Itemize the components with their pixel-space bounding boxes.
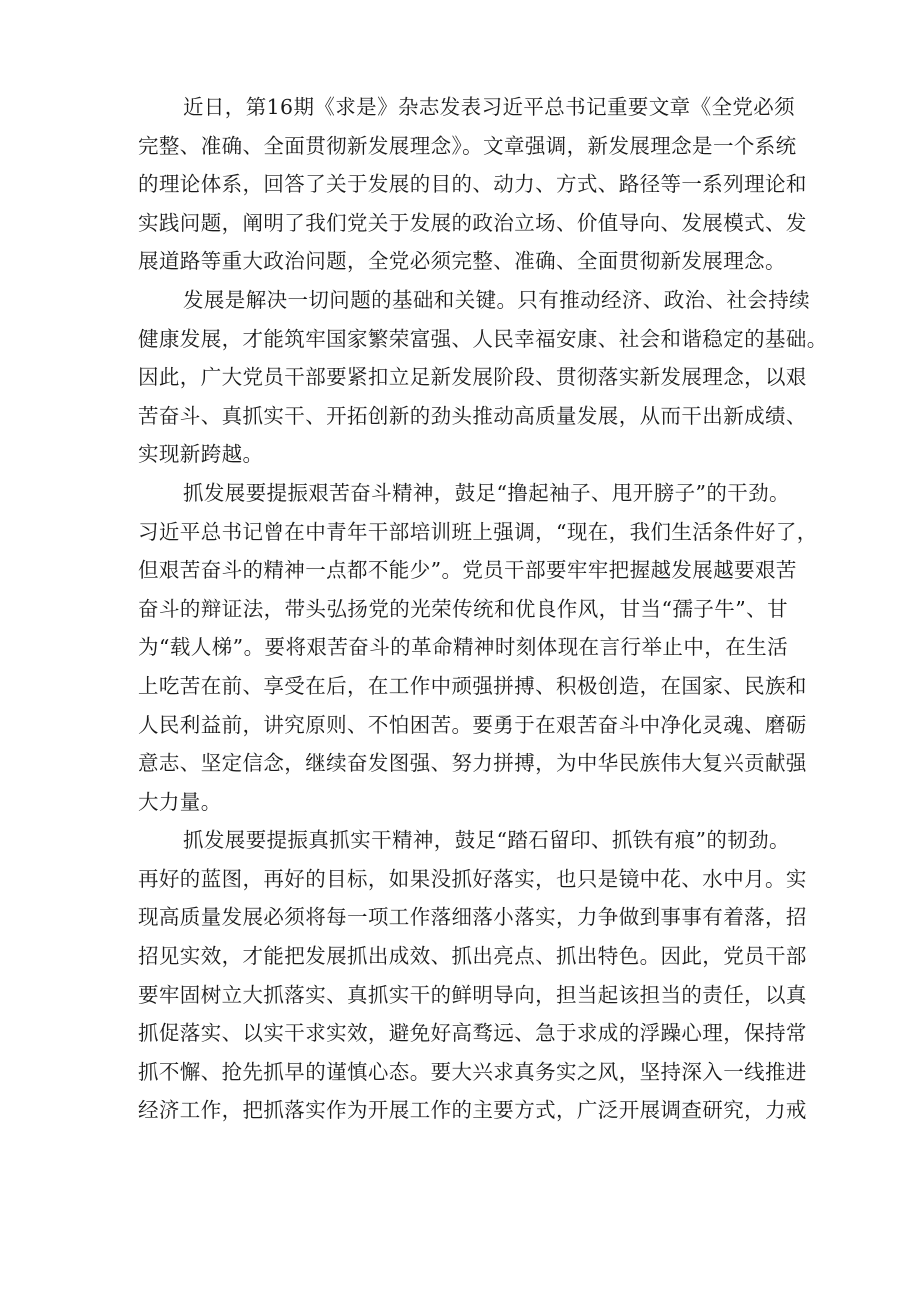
paragraph-line: 抓不懈、抢先抓早的谨慎心态。要大兴求真务实之风，坚持深入一线推进 [138,1059,807,1084]
paragraph-line: 抓发展要提振真抓实干精神，鼓足“踏石留印、抓铁有痕”的韧劲。 [183,828,790,853]
paragraph-line: 展道路等重大政治问题，全党必须完整、准确、全面贯彻新发展理念。 [138,249,786,274]
paragraph-line: 抓促落实、以实干求实效，避免好高骛远、急于求成的浮躁心理，保持常 [138,1021,807,1046]
paragraph-line: 现高质量发展必须将每一项工作落细落小落实，力争做到事事有着落，招 [138,905,807,930]
paragraph-line: 近日，第16期《求是》杂志发表习近平总书记重要文章《全党必须 [183,95,796,119]
paragraph-line: 奋斗的辩证法，带头弘扬党的光荣传统和优良作风，甘当“孺子牛”、甘 [138,596,788,621]
paragraph-line: 意志、坚定信念，继续奋发图强、努力拼搏，为中华民族伟大复兴贡献强 [138,751,807,776]
paragraph-2 [138,281,828,474]
paragraph-line: 要牢固树立大抓落实、真抓实干的鲜明导向，担当起该担当的责任，以真 [138,982,807,1007]
paragraph-line: 为“载人梯”。要将艰苦奋斗的革命精神时刻体现在言行举止中，在生活 [138,635,788,660]
paragraph-line: 人民利益前，讲究原则、不怕困苦。要勇于在艰苦奋斗中净化灵魂、磨砺 [138,712,807,737]
paragraph-line: 但艰苦奋斗的精神一点都不能少”。党员干部要牢牢把握越发展越要艰苦 [138,558,797,583]
paragraph-line: 的理论体系，回答了关于发展的目的、动力、方式、路径等一系列理论和 [138,172,807,197]
paragraph-line: 健康发展，才能筑牢国家繁荣富强、人民幸福安康、社会和谐稳定的基础。 [138,326,828,351]
document-body [138,88,828,1130]
paragraph-line: 大力量。 [138,789,222,814]
paragraph-line: 上吃苦在前、享受在后，在工作中顽强拼搏、积极创造，在国家、民族和 [138,673,807,698]
paragraph-line: 招见实效，才能把发展抓出成效、抓出亮点、抓出特色。因此，党员干部 [138,944,807,969]
paragraph-line: 再好的蓝图，再好的目标，如果没抓好落实，也只是镜中花、水中月。实 [138,866,807,891]
paragraph-line: 实现新跨越。 [138,442,264,467]
paragraph-line: 经济工作，把抓落实作为开展工作的主要方式，广泛开展调查研究，力戒 [138,1098,807,1123]
paragraph-line: 抓发展要提振艰苦奋斗精神，鼓足“撸起袖子、甩开膀子”的干劲。 [183,480,790,505]
paragraph-line: 习近平总书记曾在中青年干部培训班上强调，“现在，我们生活条件好了， [138,519,818,544]
paragraph-line: 因此，广大党员干部要紧扣立足新发展阶段、贯彻落实新发展理念，以艰 [138,365,807,390]
paragraph-line: 完整、准确、全面贯彻新发展理念》。文章强调，新发展理念是一个系统 [138,133,797,158]
paragraph-line: 发展是解决一切问题的基础和关键。只有推动经济、政治、社会持续 [183,287,810,312]
paragraph-4 [138,821,807,1130]
paragraph-line: 苦奋斗、真抓实干、开拓创新的劲头推动高质量发展，从而干出新成绩、 [138,403,807,428]
paragraph-1 [138,88,807,281]
paragraph-3 [138,474,818,821]
paragraph-line: 实践问题，阐明了我们党关于发展的政治立场、价值导向、发展模式、发 [138,210,807,235]
